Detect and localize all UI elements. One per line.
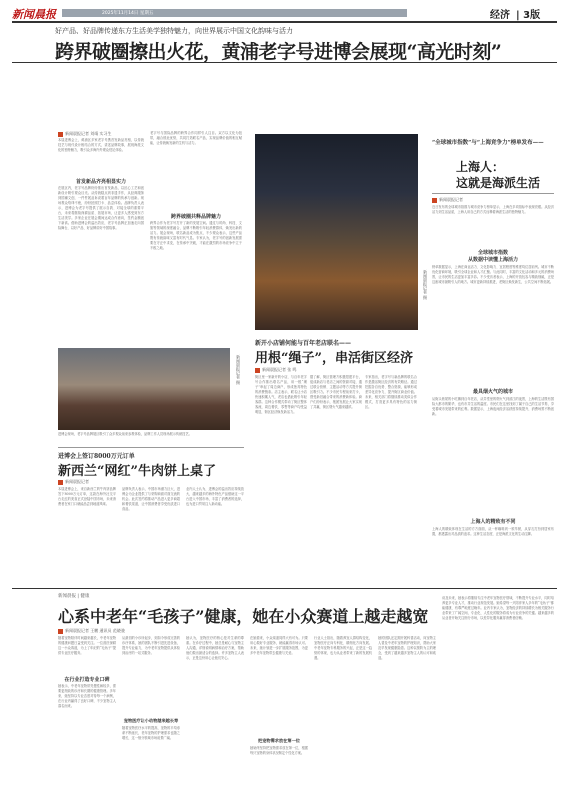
story3-kicker: 新开小店铺何能与百年老店联名—— (255, 340, 352, 347)
bottom-body-col3: 她认为，宠物医疗的核心是对生命的尊重。在诊疗过程中，她总是耐心与宠物主人沟通，详细说明病情和治疗方案，帮助他们做出最适合的选择。许多宠物主人表示，正是这份用心让他们安心。 (186, 636, 244, 660)
bottom-body-col7: 谈及未来，她表示将继续专注中老年宠物医疗领域，不断提升专业水平，同时培养更多专业人才，推动行业规范发展。她希望每一只陪伴家人多年的“毛孩子”都能健康、有尊严地度过晚年。业内专家认为，宠物经济的持续增长为相关服务行业带来了广阔空间，专业化、人性化的服务将成为行业竞争的关键。越来越多的从业者开始关注细分市场，以差异化服务赢得消费者信赖。 (442, 596, 554, 620)
sidebar-subhead-3: 最具烟火气的城市 (472, 389, 513, 395)
masthead-rule (12, 21, 557, 23)
story2-body-col2: 品牌负责人表示，中国市场潜力巨大，进博会为企业提供了与采购商面对面交流的机会。此次签约将推动产品进入更多商超和餐饮渠道，让中国消费者享受优质进口食品。 (122, 487, 180, 511)
page-number (516, 6, 540, 21)
masthead (12, 5, 557, 23)
sidebar-body-4: 上海人的精致体现在生活的方方面面，从一杯咖啡到一顿早餐，从穿衣打扮到居家布置，都透露出对品质的追求。这种生活态度，正是海派文化的生动注脚。 (432, 527, 554, 536)
story3-photo-caption: 新闻晨报记者 摄 (423, 270, 428, 300)
story3-body-col3: 专家指出，老字号与新品牌的联名合作是激活街区经济的有效路径。通过挖掘各自优势、整合资源，能够形成差异化竞争力，提升街区商业价值。未来，相关部门将继续推动类似合作模式，打造更多具有特色的活力街区。 (365, 375, 417, 409)
lead-body-col1: 本届进博会上，黄浦区多家老字号携首发新品亮相，以传统技艺与现代设计相结合的方式，讲述品牌故事，展现海派文化的独特魅力，吸引众多海内外观众驻足体验。 (58, 138, 144, 152)
story2-body-col1: 本届进博会上，来自新西兰的牛肉饼品牌签下8000万元订单，这款在海外社交平台走红的美食正式登陆中国市场，未来消费者在家门口就能品尝到地道风味。 (58, 487, 116, 506)
lead-headline: 跨界破圈擦出火花，黄浦老字号进博会展现“高光时刻” (55, 41, 502, 63)
bottom-body-col4b: 她始终坚持把宠物需求放在第一位，根据每只宠物的身体状况制定个性化方案。 (250, 746, 308, 755)
sidebar-rule (432, 193, 554, 194)
bottom-subhead-3: 把宠物需求放在第一位 (258, 738, 300, 743)
story2-byline-text: 新闻晨报记者 (65, 479, 89, 484)
story3-byline-text: 新闻晨报记者 张 鸣 (262, 367, 297, 372)
story3-photo (255, 134, 418, 330)
sidebar-kicker: “全球城市指数”与“上海竞争力”榜单发布—— (432, 140, 544, 146)
sidebar-body-1: 近日发布的全球城市指数与城市竞争力榜单显示，上海在多项指标中表现亮眼。从经济活力到生活品质，上海人用自己的方式诠释着海派生活的独特魅力。 (432, 205, 554, 214)
bottom-body-col4: 在她看来，小众赛道同样大有可为。只要用心做好专业服务，就能赢得市场认可。未来，她计划进一步扩展服务范围，为更多中老年宠物带去健康与关爱。 (250, 636, 308, 655)
lead-body-col2b: 跨界合作为老字号打开了新的发展空间。通过与时尚、科技、文旅等领域的深度融合，品牌不断吸引年轻消费群体，焕发出新的活力。展会现场，联名新品成为焦点，不少观众表示，这些产品既有传统韵味又富有时代气息。专家认为，老字号的创新发展需要在守正中求变，在传承中突破，才能在激烈的市场竞争中立于不败之地。 (150, 221, 242, 250)
sidebar-byline-text: 新闻晨报记者 (439, 197, 463, 202)
bottom-body-col1b: 她表示，中老年宠物常见慢性病较多，需要更细致的诊疗和长期的健康管理。多年来，她坚持以专业态度对待每一个病例，在行业内赢得了良好口碑，不少宠物主人慕名而来。 (58, 684, 116, 708)
sidebar-subhead-2: 从数据中读懂上海活力 (467, 257, 518, 263)
sidebar-headline-1: 上海人： (456, 160, 505, 174)
page-divider: | (516, 10, 524, 21)
story3-headline: 用根“绳子”，串活街区经济 (255, 351, 413, 366)
byline-marker-icon (58, 629, 63, 634)
lead-photo-caption: 新闻晨报记者 摄 (236, 355, 241, 385)
lead-rule (12, 62, 557, 63)
sidebar-subhead-4: 上海人的精致有不同 (470, 519, 516, 525)
lead-kicker: 好产品、好品牌传递东方生活美学独特魅力，向世界展示中国文化韵味与活力 (55, 27, 293, 35)
sidebar-headline-2: 这就是海派生活 (456, 176, 541, 190)
story3-body-col2: 据了解，街区管理方积极搭建平台，促成新店与老店之间的资源对接，通过联合营销、主题活动等方式提升街区吸引力。不少市民专程前来打卡，感受新旧融合带来的消费新体验。商户们纷纷表示，抱团发展让大家实现了共赢，街区烟火气越来越浓。 (310, 375, 362, 409)
story2-headline: 新西兰“网红”牛肉饼上桌了 (58, 464, 216, 479)
bottom-label: 新闻晨报 | 健康 (58, 594, 90, 599)
byline-marker-icon (255, 368, 260, 373)
dateline-bar (62, 9, 407, 17)
lead-subhead-1: 首发新品齐亮相显实力 (75, 179, 126, 185)
bottom-subhead-1: 在行业打造专业口碑 (64, 677, 110, 683)
story3-byline (255, 367, 297, 373)
byline-marker-icon (58, 480, 63, 485)
sidebar-subhead-1: 全球城市指数 (477, 250, 508, 256)
section-label: 经济 (490, 10, 510, 21)
byline-marker-icon (58, 132, 63, 137)
bottom-byline (58, 628, 125, 634)
story2-body-col3: 业内人士认为，进博会的溢出效应持续放大，越来越多的海外特色产品借助这一平台进入中国市场，丰富了消费者的选择，也为进口贸易注入新动能。 (186, 487, 244, 506)
bottom-headline: 心系中老年“毛孩子”健康，她在小众赛道上越走越宽 (58, 607, 429, 626)
bottom-body-col5: 行业人士指出，随着养宠人群结构变化，宠物医疗正向专科化、精细化方向发展。中老年宠物专科服务的兴起，正是这一趋势的体现，也为从业者带来了新的发展机遇。 (314, 636, 372, 660)
page-number-text: 3版 (523, 10, 541, 21)
bottom-subhead-2: 宠物医疗让小动物越来越长寿 (123, 718, 179, 723)
bottom-byline-text: 新闻晨报记者 王鹏 通讯员 范晓骏 (65, 628, 125, 633)
byline-marker-icon (432, 198, 437, 203)
dateline: 2025年11月14日 星期五 (102, 11, 154, 16)
lead-body-col1b: 在展区内，老字号品牌纷纷推出首发新品，以匠心工艺和创新设计吸引观众目光。从传统糕点到非遗手作，从经典服饰到国潮文创，一件件展品诉说着百年品牌的传承与创新。现场观众络绎不绝，纷纷拍照打卡、品尝体验。品牌负责人表示，进博会为老字号提供了展示自我、对接全球的重要平台，未来将继续深耕品质、拓展市场，让更多人感受到东方生活美学。多家企业在展会期间达成合作意向，签约金额创下新高。借助进博会的溢出效应，老字号品牌正加速走向国际舞台，以好产品、好品牌讲好中国故事。 (58, 186, 144, 230)
lead-byline-text: 新闻晨报记者 刘靖 实习生 (65, 131, 112, 136)
lead-photo (58, 348, 230, 430)
story2-byline (58, 479, 89, 485)
story3-body-col1: 街区里一家新开的小店，与百年老字号合作推出联名产品，用一根“绳子”串起了周边商户，形成独具特色的消费链条。店主表示，联名让小店快速积累人气，老店也借此吸引年轻客群。这种合作模式带动了街区整体客流，周边餐饮、零售等商户均受益明显，街区经济焕发新活力。 (255, 375, 307, 414)
sidebar-byline (432, 197, 463, 203)
story2-rule (58, 447, 244, 448)
sidebar-body-2: 榜单数据显示，上海在商业活力、文化影响力、宜居程度等维度均位居前列。城市不断优化营商环境，吸引全球企业和人才汇聚。与此同时，丰富的文化活动和多元的消费场景，让市民的生活更加丰富多彩。不少受访者表示，上海的开放包容与精致细腻，正是这座城市最吸引人的地方。城市更新持续推进，老街区焕发新生，公共空间不断拓展。 (432, 265, 554, 284)
bottom-body-col1: 随着宠物陪伴时间越来越长，中老年宠物的健康问题日益受到关注。一位兽医深耕这一小众赛道，为上了年纪的“毛孩子”提供专业医疗服务。 (58, 636, 116, 655)
lead-body-col2: 老字号与国际品牌的跨界合作同样引人注目。双方以文化为纽带，融合彼此优势，共同打造联名产品，实现品牌价值的相互赋能，让传统焕发新的生机与活力。 (150, 131, 242, 145)
bottom-rule (12, 588, 557, 589)
bottom-body-col2b: 随着宠物医疗水平的提高，宠物的平均寿命不断延长，老年宠物的护理需求也随之增长，这一细分领域市场前景广阔。 (122, 726, 180, 740)
lead-photo-note: 进博会现场，老字号品牌展区吸引了众多观众前来参观体验，品牌工作人员现场展示传统技艺。 (58, 432, 192, 436)
lead-subhead-2: 跨界破圈共释品牌魅力 (170, 214, 221, 220)
bottom-body-col2: 从最初的小诊所起步，到如今形成完善的诊疗体系，她的团队不断引进先进设备，提升专业能力，为中老年宠物提供从体检到治疗的一站式服务。 (122, 636, 180, 655)
lead-byline (58, 131, 112, 137)
bottom-body-col6: 她的团队还定期开展科普活动，向宠物主人普及中老年宠物的护理知识，帮助大家及早发现健康隐患。这种以预防为主的理念，受到了越来越多宠物主人的认可和欢迎。 (378, 636, 436, 660)
sidebar-body-3: 从街头巷尾的小吃摊到百年老店，从弄堂里的烟火气到滨江的夜景，上海的生活既有国际大都市的繁华，也有市井生活的温度。市民们在这里找到了属于自己的生活节奏，享受着城市发展带来的红利。数据显示，上海夜间经济活跃度持续提升，消费场景不断创新。 (432, 397, 554, 416)
story2-kicker: 进博会上签订8000万元订单 (58, 453, 135, 460)
newspaper-logo: 新闻晨报 (12, 8, 56, 21)
